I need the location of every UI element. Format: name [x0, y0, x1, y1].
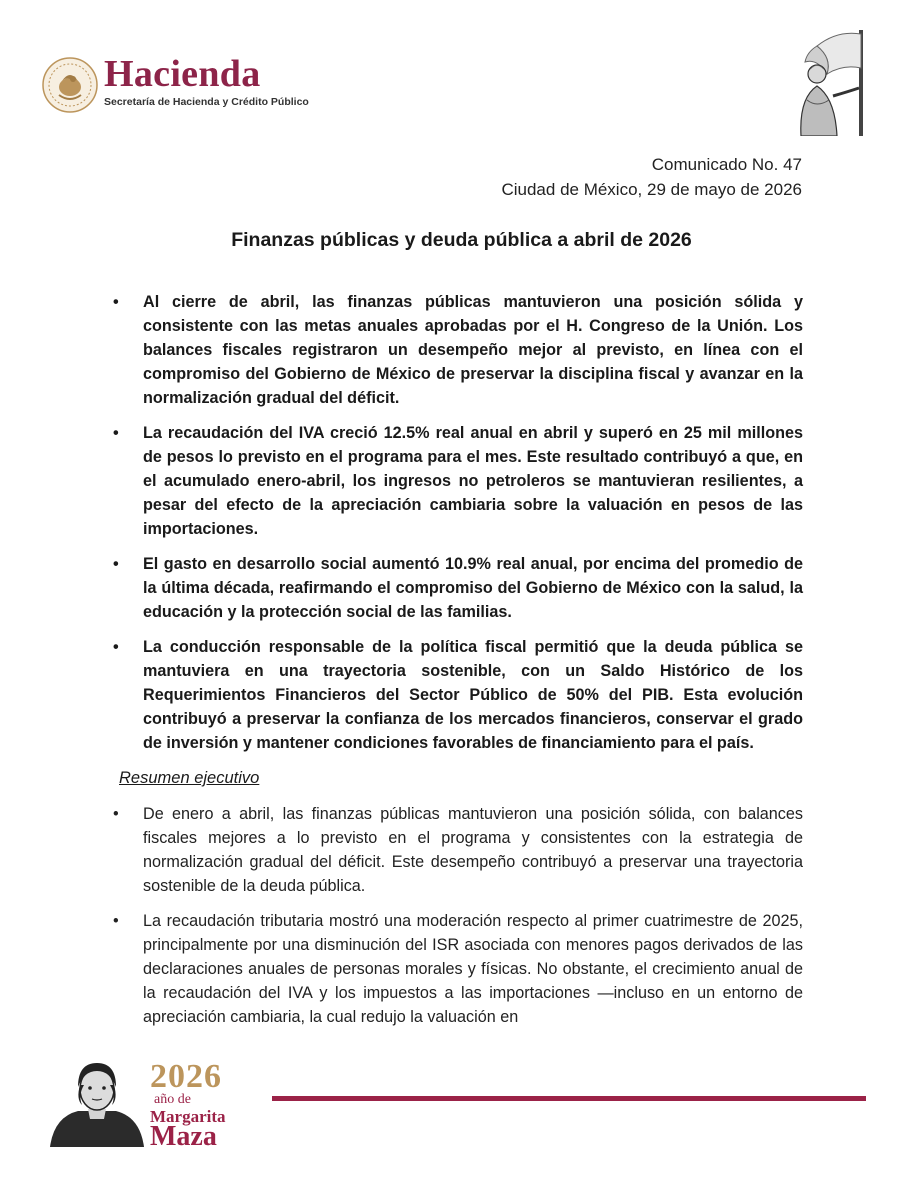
bullet: •: [113, 555, 119, 573]
list-item-text: Al cierre de abril, las finanzas públicas mantuvieron una posición sólida y consistente con las metas anuales aprobadas por el H. Congreso de la Unión. Los balances fiscales registraron un desempeño mejor al previsto, en línea con el compromiso del Gobierno de México de preservar la disciplina fiscal y avanzar en la normalización gradual del déficit.: [143, 293, 803, 407]
document-body: [113, 290, 803, 1040]
honoree-last-name: Maza: [150, 1121, 217, 1152]
year-number: 2026: [150, 1058, 222, 1095]
year-subtitle: año de: [154, 1092, 191, 1107]
communique-number: Comunicado No. 47: [651, 155, 802, 174]
list-item: [113, 290, 803, 410]
place-date: Ciudad de México, 29 de mayo de 2026: [501, 180, 802, 199]
document-title: Finanzas públicas y deuda pública a abril de 2026: [231, 229, 692, 251]
highlights-list: [113, 290, 803, 755]
communique-meta: [501, 152, 802, 202]
list-item: [113, 421, 803, 541]
bullet: •: [113, 293, 119, 311]
list-item: [113, 802, 803, 898]
brand-subtitle: Secretaría de Hacienda y Crédito Público: [104, 96, 309, 108]
list-item-text: La recaudación del IVA creció 12.5% real anual en abril y superó en 25 mil millones de pesos lo previsto en el programa para el mes. Este resultado contribuyó a que, en el acumulado enero-abril, los ingresos no petroleros se mantuvieran resilientes, a pesar del efecto de la apreciación cambiaria sobre la valuación en pesos de las importaciones.: [143, 424, 803, 538]
brand-block: [104, 54, 309, 108]
list-item-text: La recaudación tributaria mostró una moderación respecto al primer cuatrimestre de 2025, principalmente por una disminución del ISR asociada con menores pagos derivados de las declaraciones anuales de personas morales y físicas. No obstante, el crecimiento anual de la recaudación del IVA y los impuestos a las importaciones —incluso en un entorno de apreciación cambiaria, la cual redujo la valuación en: [143, 912, 803, 1026]
margarita-maza-portrait-icon: [48, 1055, 146, 1147]
bullet: •: [113, 638, 119, 656]
list-item-text: La conducción responsable de la política fiscal permitió que la deuda pública se mantuviera en una trayectoria sostenible, con un Saldo Histórico de los Requerimientos Financieros del Sector Público de 50% del PIB. Esta evolución contribuyó a preservar la confianza de los mercados financieros, conservar el grado de inversión y mantener condiciones favorables de financiamiento para el país.: [143, 638, 803, 752]
year-of-margarita-maza: [150, 1060, 226, 1151]
brand-name: Hacienda: [104, 53, 261, 95]
list-item: [113, 635, 803, 755]
bullet: •: [113, 424, 119, 442]
list-item: [113, 552, 803, 624]
list-item-text: El gasto en desarrollo social aumentó 10.9% real anual, por encima del promedio de la última década, reafirmando el compromiso del Gobierno de México con la salud, la educación y la protección social de las familias.: [143, 555, 803, 621]
honoree-first-name: Margarita: [150, 1107, 226, 1126]
bullet: •: [113, 912, 119, 930]
bullet: •: [113, 805, 119, 823]
national-seal-icon: [42, 57, 98, 113]
footer-divider: [272, 1096, 866, 1101]
summary-heading: Resumen ejecutivo: [119, 769, 260, 787]
list-item-text: De enero a abril, las finanzas públicas mantuvieron una posición sólida, con balances fiscales mejores a lo previsto en el programa y consistentes con la estrategia de normalización gradual del déficit. Este desempeño contribuyó a preservar una trayectoria sostenible de la deuda pública.: [143, 805, 803, 895]
summary-list: [113, 802, 803, 1029]
list-item: [113, 909, 803, 1029]
woman-with-flag-icon: [777, 28, 883, 136]
